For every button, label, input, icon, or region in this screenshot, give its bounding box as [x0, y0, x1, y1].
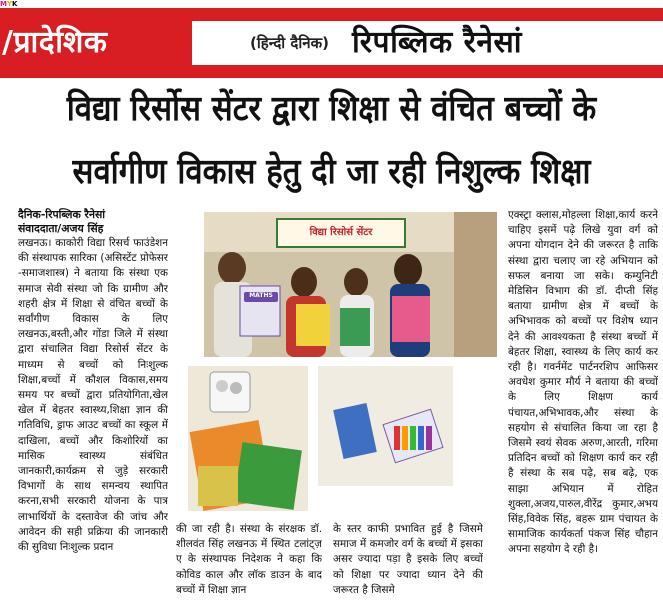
article-column-2 [176, 522, 322, 612]
newspaper-subtitle: (हिन्दी दैनिक) [250, 34, 329, 52]
maths-book-label: MATHS [244, 292, 278, 302]
mark-y: Y [6, 0, 13, 8]
article-column-4 [508, 208, 658, 612]
section-label: /प्रादेशिक [0, 18, 188, 68]
byline-reporter: संवाददाता/अजय सिंह [18, 222, 104, 235]
article-text: की जा रही है। संस्था के संरक्षक डॉ. शीलवंत सिंह लखनऊ में स्थित टलांट्ज़ ए के संस्थापक निदेशक ने कहा कि कोविड काल और लॉक डाउन के बाद बच्चों में शिक्षा ज्ञान [176, 523, 322, 596]
byline-publication: दैनिक-रिपब्लिक रैनेसां [18, 208, 106, 221]
headline-line-1: विद्या रिर्सोस सेंटर द्वारा शिक्षा से वंचित बच्चों के [66, 88, 597, 130]
headline-line-2: सर्वागीण विकास हेतु दी जा रही निशुल्क शिक्षा [72, 151, 591, 193]
photo-stationery [318, 366, 453, 486]
newspaper-name: रिपब्लिक रैनेसां [352, 25, 523, 60]
article-text: लखनऊ। काकोरी विद्या रिसर्च फाउंडेशन की संस्थापक सारिका (असिस्टेंट प्रोफेसर -समाजशास्त्र) ने बताया कि संस्था एक समाज सेवी संस्था जो कि ग्रामीण और शहरी क्षेत्र में शिक्षा से वंचित बच्चों के सर्वांगीण विकास के लिए लखनऊ,बस्ती,और गोंडा जिले में संस्था द्वारा संचालित विद्या रिसोर्स सेंटर के माध्यम से बच्चों को निःशुल्क शिक्षा,बच्चों में कौशल विकास,समय समय पर बच्चों द्वारा प्रतियोगिता,खेल खेल में बेहतर स्वास्थ्य,शिक्षा ज्ञान की गतिविधि, ड्राफ आउट बच्चों का स्कूल में दाखिला, बच्चों और किशोरियों का मासिक स्वास्थ्य संबंधित जानकारी,कार्यक्रम से जुड़े सरकारी विभागों के साथ समन्वय स्थापित करना,सभी सरकारी योजना के पात्र लाभार्थियों के दस्तावेज की जांच और आवेदन की सही प्रक्रिया की जानकारी की सुविधा निःशुल्क प्रदान [18, 237, 168, 554]
stationery-illustration [318, 366, 453, 486]
newspaper-nameplate [192, 21, 663, 65]
masthead-banner [0, 8, 663, 78]
books-illustration [188, 366, 308, 511]
print-registration-marks [0, 0, 40, 8]
mark-m: M [0, 0, 7, 8]
resource-center-sign: विद्या रिसोर्स सेंटर [276, 218, 406, 248]
photo-children-with-books [204, 212, 497, 357]
photo-books-and-toys [188, 366, 308, 511]
article-text: के स्तर काफी प्रभावित हुई है जिसमे समाज में कमजोर वर्ग के बच्चों में इसका असर ज्यादा पड़ा है इसके लिए बच्चों को शिक्षा पर ज्यादा ध्यान देने की जरूरत है जिसमे [333, 523, 483, 596]
article-column-3 [333, 522, 483, 612]
article-text: एक्स्ट्रा क्लास,मोहल्ला शिक्षा,कार्य करने चाहिए इसमें पढ़े लिखे युवा वर्ग को अपना योगदान देने की जरूरत है ताकि संस्था द्वारा चलाए जा रहे अभियान को सफल बनाया जा सके। कम्युनिटी मेडिसिन विभाग की डॉ. दीप्ती सिंह बताया ग्रामीण क्षेत्र में बच्चों के अभिभावक को बच्चों पर विशेष ध्यान देने की आवश्यकता है संस्था बच्चों में बेहतर शिक्षा, स्वास्थ्य के लिए कार्य कर रही है। गवर्नमेंट पार्टनरशिप आफिसर अवधेश कुमार मौर्य ने बताया की बच्चों के लिए शिक्षण कार्य पंचायत,अभिभावक,और संस्था के सहयोग से संचालित किया जा रहा है जिसमे स्वयं सेवक अरुण,आरती, गरिमा प्रतिदिन बच्चों को शिक्षण कार्य कर रही है संस्था के सब पढ़े, सब बढ़े, एक साझा अभियान में रोहित शुक्ला,अजय,पारुल,वीरेंद्र कुमार,अभय सिंह,विवेक सिंह, बहरू ग्राम पंचायत के सामाजिक कार्यकर्ता पंकज सिंह चौहान अपना सहयोग दे रही है। [508, 209, 658, 556]
article-column-1 [18, 208, 168, 612]
mark-k: K [12, 0, 18, 8]
